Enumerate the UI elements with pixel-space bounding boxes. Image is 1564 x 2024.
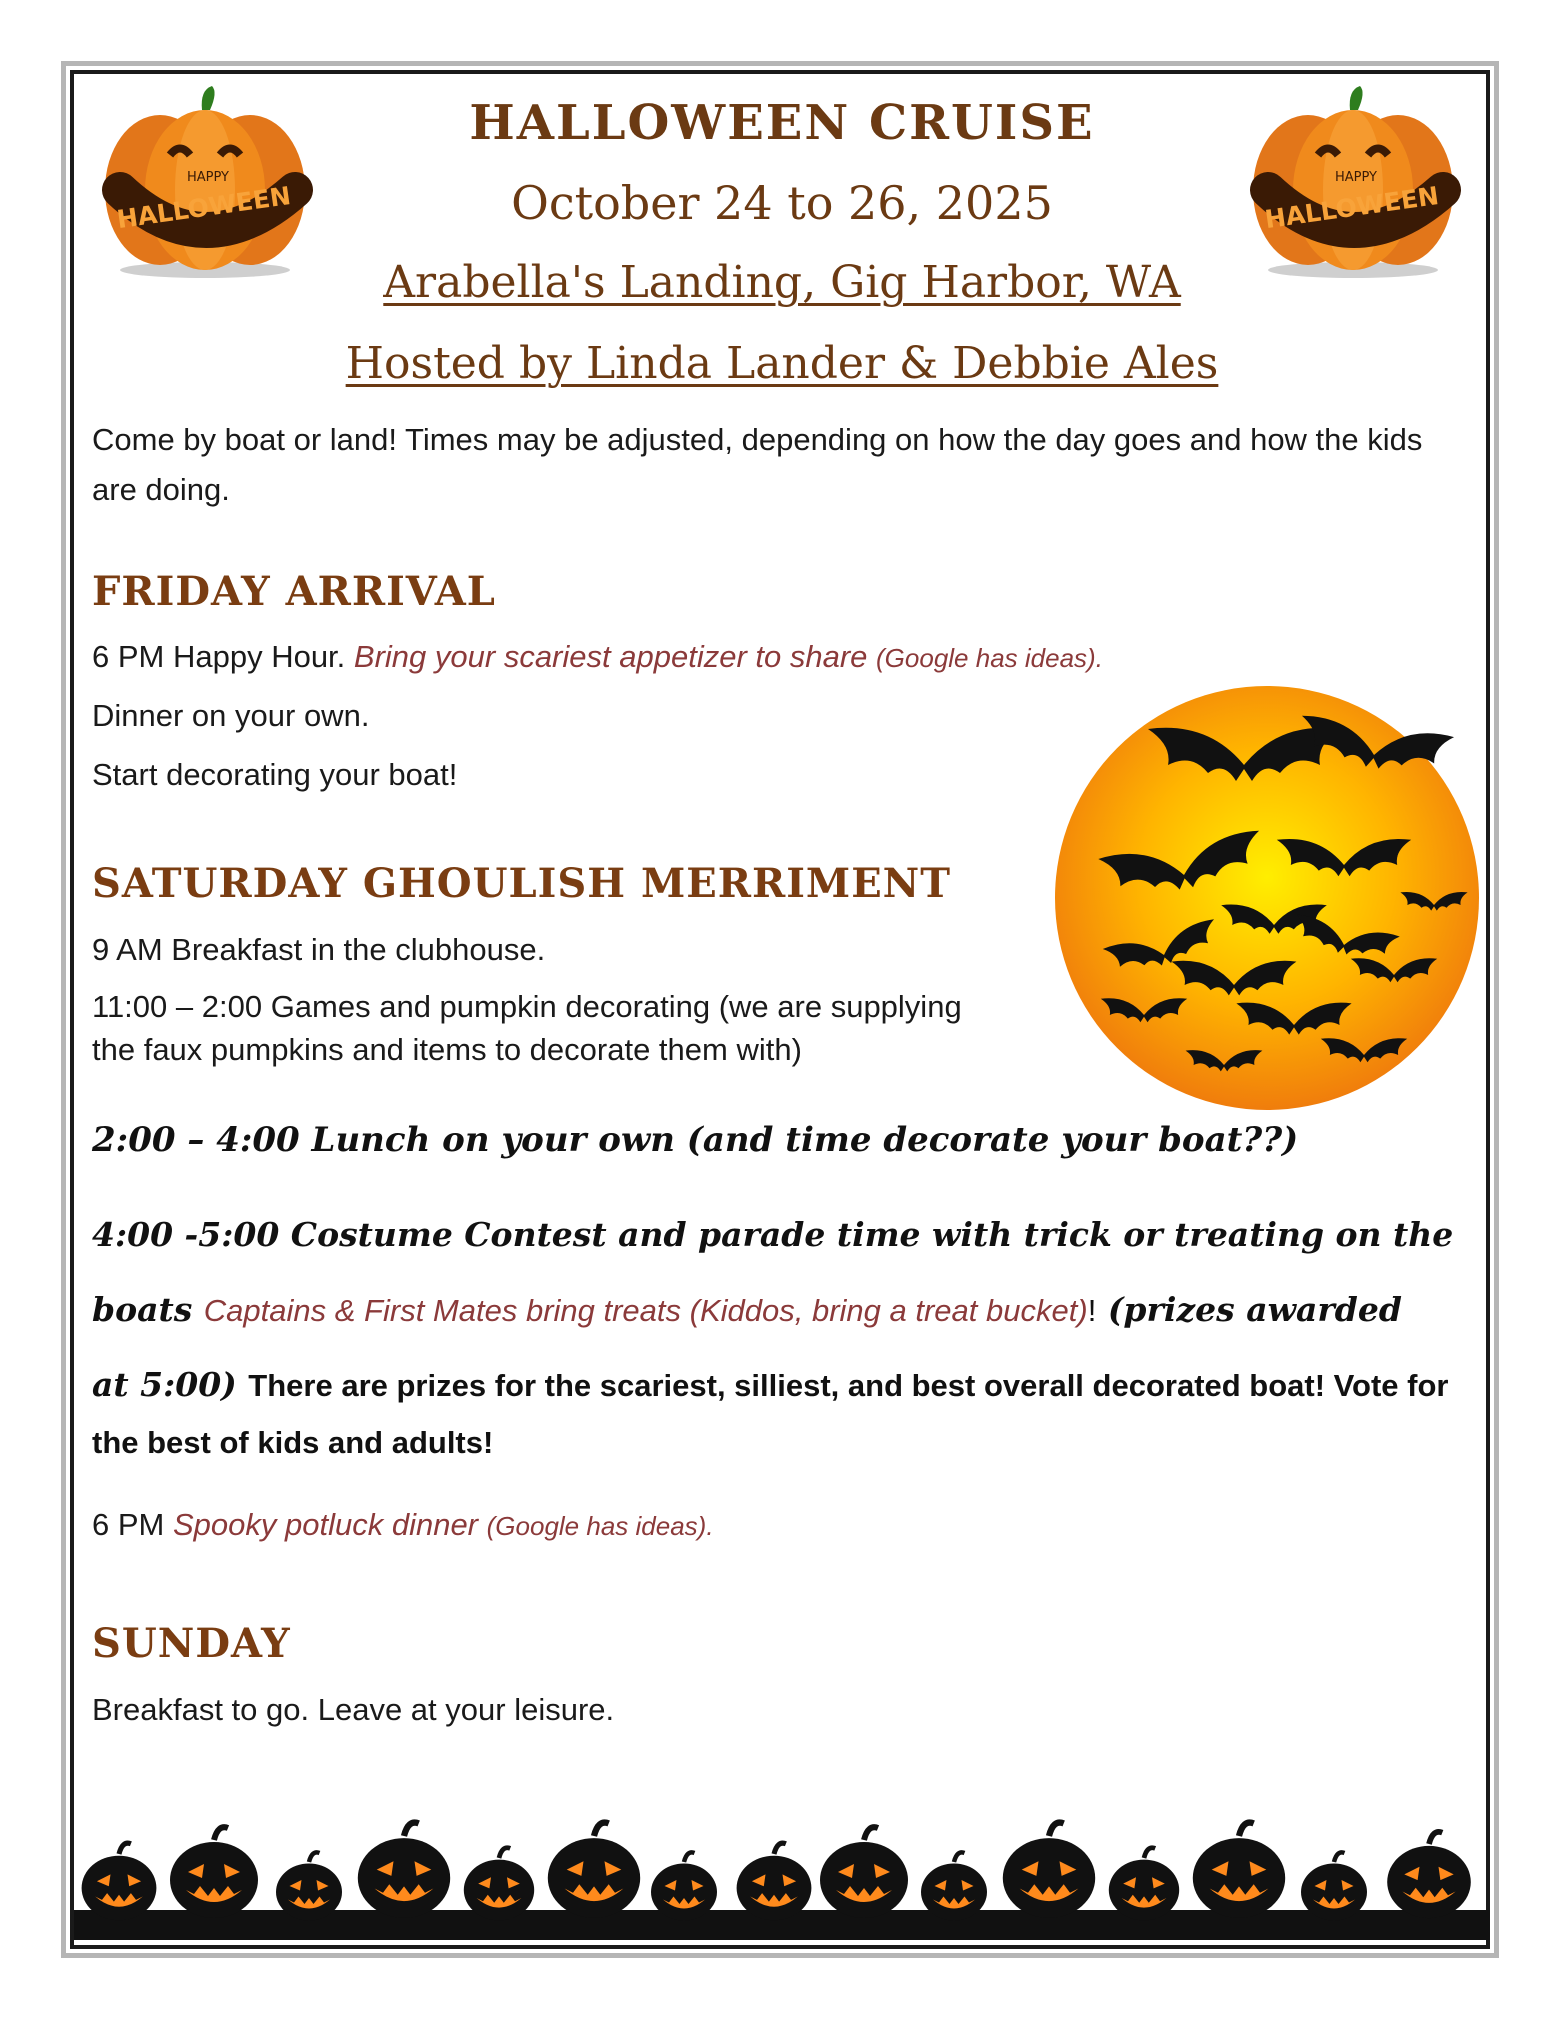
pumpkin-halloween-text: HALLOWEEN [1263,181,1441,235]
friday-line-dinner: Dinner on your own. [92,698,370,733]
saturday-exclaim: ! [1087,1293,1097,1328]
saturday-prizes-awarded: (prizes awarded [1107,1290,1402,1329]
saturday-games-line2: the faux pumpkins and items to decorate them with) [92,1032,802,1067]
saturday-games-line1: 11:00 – 2:00 Games and pumpkin decorating (we are supplying [92,989,962,1024]
saturday-at-five: at 5:00) [92,1365,237,1404]
friday-time: 6 PM Happy Hour. [92,639,346,674]
sunday-line-breakfast: Breakfast to go. Leave at your leisure. [92,1692,615,1727]
event-hosts-text: Hosted by Linda Lander & Debbie Ales [345,338,1219,389]
event-location [0,257,1564,308]
event-dates: October 24 to 26, 2025 [511,176,1053,230]
section-heading-friday: FRIDAY ARRIVAL [92,568,496,615]
saturday-line-games [92,985,1472,1071]
page-title: HALLOWEEN CRUISE [469,95,1095,151]
section-heading-saturday: SATURDAY GHOULISH MERRIMENT [92,860,952,907]
saturday-costume-line2 [92,1290,1402,1329]
saturday-treats-note: Captains & First Mates bring treats (Kiddos, bring a treat bucket) [203,1293,1088,1328]
saturday-prizes-detail: There are prizes for the scariest, silliest, and best overall decorated boat! Vote for [248,1368,1449,1403]
friday-appetizer-note: Bring your scariest appetizer to share [353,639,868,674]
saturday-google-note: (Google has ideas). [486,1511,714,1541]
jack-o-lantern-row [82,1823,1471,1921]
pumpkin-happy-text: HAPPY [186,170,230,185]
event-hosts [0,338,1564,389]
section-heading-sunday: SUNDAY [92,1620,291,1667]
pumpkin-halloween-text: HALLOWEEN [115,181,293,235]
saturday-costume-line4: the best of kids and adults! [92,1425,494,1460]
jack-o-lantern-border [74,1800,1490,1940]
saturday-line-lunch: 2:00 – 4:00 Lunch on your own (and time decorate your boat??) [92,1120,1299,1160]
saturday-line-potluck [92,1500,1472,1551]
intro-paragraph: Come by boat or land! Times may be adjusted, depending on how the day goes and how the kids are doing. [92,422,1423,507]
friday-line-decorate: Start decorating your boat! [92,757,458,792]
friday-google-note: (Google has ideas). [876,643,1103,673]
friday-line-happy-hour [92,632,1472,683]
saturday-boats-word: boats [92,1290,193,1329]
event-location-text: Arabella's Landing, Gig Harbor, WA [383,257,1181,308]
pumpkin-happy-text: HAPPY [1334,170,1378,185]
saturday-potluck-note: Spooky potluck dinner [172,1507,479,1542]
saturday-costume-line3 [92,1365,1449,1404]
saturday-costume-line1: 4:00 -5:00 Costume Contest and parade time with trick or treating on the [92,1215,1454,1254]
saturday-line-breakfast: 9 AM Breakfast in the clubhouse. [92,932,546,967]
saturday-potluck-time: 6 PM [92,1507,165,1542]
